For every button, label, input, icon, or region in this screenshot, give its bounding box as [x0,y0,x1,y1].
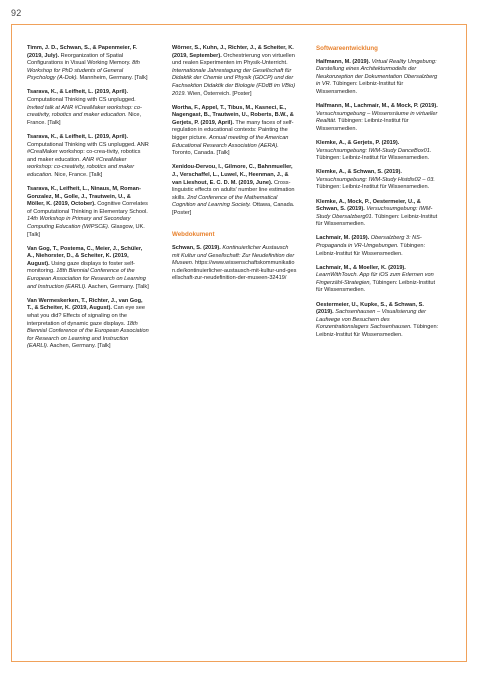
references-column-2 [172,45,297,290]
reference-entry [316,199,443,229]
reference-title: Can eye see what you did? Effects of signaling on the interpretation of dynamic gaze displays. [27,305,145,327]
reference-entry [27,298,149,351]
reference-title: Obersalzberg 3: NS-Propaganda in VR-Umgebungen. [316,235,422,249]
reference-title: Kontinuierlicher Austausch mit Kultur und Gesellschaft: Zur Neudefinition der Museen. [172,245,295,267]
reference-entry [172,105,297,158]
reference-location: Toronto, Canada. [Talk] [172,150,230,157]
reference-venue: 18th Biennial Conference of the European Association for Research on Learning and Instruction (EARLI). [27,268,146,290]
reference-publisher: Tübingen: Leibniz-Institut für Wissensmedien. [316,118,409,132]
reference-entry [316,302,443,340]
reference-authors: Van Wermeskerken, T., Richter, J., van Gog, T., & Scheiter, K. (2019, August). [27,297,143,312]
reference-title: Computational Thinking with CS unplugged. [27,97,136,104]
reference-publisher: Tübingen: Leibniz-Institut für Wissensmedien. [316,242,426,257]
reference-authors: Klemke, A., Mock, P., Oestermeier, U., & Schwan, S. (2019). [316,198,421,213]
reference-publisher: Tübingen: Leibniz-Institut für Wissensmedien. [316,324,439,338]
reference-entry [172,245,297,283]
reference-entry [27,45,149,83]
reference-entry [316,59,443,97]
reference-authors: Oestermeier, U., Kupke, S., & Schwan, S. (2019). [316,301,424,316]
reference-venue: Invited talk at ANR #CreaMaker workshop: co-creativity, robotics and maker education. [27,104,142,119]
reference-entry [316,140,443,163]
reference-location: Glasgow, UK. [Talk] [27,223,145,238]
reference-location: Mannheim, Germany. [Talk] [77,75,148,82]
references-column-1 [27,45,149,357]
reference-venue: ANR #CreaMaker workshop: co-creativity, robotics and maker education. [27,156,135,178]
reference-authors: Lachmair, M. (2019). [316,235,370,242]
reference-venue: Internationale Jahrestagung der Gesellschaft für Didaktik der Chemie und Physik (GDCP) und der Fachsektion Didaktik der Biologie (FDdB im VBio) 2019. [172,67,296,97]
reference-entry [316,265,443,295]
reference-authors: Tsarava, K., & Leifheit, L. (2019, April). [27,133,129,140]
reference-publisher: Tübingen: Leibniz-Institut für Wissensmedien. [316,155,430,162]
reference-venue: 2nd Conference of the Mathematical Cognition and Learning Society. [172,194,278,209]
reference-entry [316,103,443,133]
reference-location: Aachen, Germany. [Talk] [48,343,111,350]
reference-venue: Annual meeting of the American Educational Research Association (AERA). [172,135,289,149]
reference-entry [316,235,443,258]
reference-title: LearnWithTouch. App für iOS zum Erlernen von Fingerzähl-Strategien, [316,272,434,286]
reference-entry [316,169,443,192]
reference-entry [172,164,297,217]
reference-authors: Timm, J. D., Schwan, S., & Papenmeier, F. (2019, July). [27,45,137,59]
reference-location: Ottawa, Canada. [Poster] [172,202,295,216]
reference-authors: Tsarava, K., Leifheit, L., Ninaus, M, Roman-Gonzalez, M., Golle, J., Trautwein, U., & Möller, K. (2019, October). [27,186,141,208]
reference-authors: Schwan, S. (2019). [172,245,221,252]
reference-authors: Halfmann, M. (2019). [316,58,371,65]
reference-location: Wien, Österreich. [Poster] [186,90,252,97]
page-number: 92 [11,8,22,18]
section-heading-softwareentwicklung: Softwareentwicklung [316,45,378,52]
reference-authors: Lachmair, M., & Moeller, K. (2019). [316,264,406,271]
reference-authors: Tsarava, K., & Leifheit, L. (2019, April). [27,89,129,96]
reference-location: Nice, France. [Talk] [27,112,142,126]
reference-location: Nice, France. [Talk] [52,171,103,178]
reference-location: Aachen, Germany. [Talk] [86,283,149,290]
reference-entry [27,186,149,239]
reference-venue: 8th Workshop for PhD students of General Psychology (A-Dok). [27,60,140,82]
reference-publisher: Tübingen: Leibniz-Institut für Wissensmedien. [316,213,438,228]
section-heading-webdokument: Webdokument [172,231,215,239]
reference-venue: 18th Biennial Conference of the European Association for Research on Learning and Instruction (EARLI). [27,320,149,350]
reference-entry [27,89,149,127]
reference-entry [172,45,297,98]
reference-authors: Van Gog, T., Postema, C., Meier, J., Schüler, A., Niehorster, D., & Scheiter, K. (2019, August). [27,245,143,267]
reference-title: Using gaze displays to foster self-monitoring. [27,260,135,275]
reference-entry [27,246,149,292]
reference-title: Versuchsumgebung: IWM-Study Obersalzberg01. [316,206,433,220]
reference-publisher: Tübingen: Leibniz-Institut für Wissensmedien. [316,279,436,294]
reference-publisher: Tübingen: Leibniz-Institut für Wissensmedien. [316,81,404,95]
reference-title: Cross-linguistic effects on adults' number line estimation skills. [172,179,295,201]
reference-entry [27,134,149,180]
reference-authors: Wörner, S., Kuhn, J., Richter, J., & Scheiter, K. (2019, September). [172,45,294,59]
reference-title: Orchestrierung von virtuellen und realen Experimenten im Physik-Unterricht. [172,52,295,67]
reference-publisher: Tübingen: Leibniz-Institut für Wissensmedien. [316,184,430,191]
reference-title: Versuchsumgebung – Wissensräume in virtueller Realität. [316,110,438,125]
reference-authors: Wortha, F., Appel, T., Tibus, M., Kasneci, E., Nagengast, B., Trautwein, U., Roberts, B.W., & Gerjets, P. (2019, April). [172,104,294,126]
reference-title: Cognitive Correlates of Computational Thinking in Elementary School. [27,201,148,215]
reference-title: Sachsenhausen – Visualisierung der Laufwege von Besuchern des Konzentrationslagers Sachsenhausen. [316,309,426,331]
references-column-3 [316,45,443,346]
reference-authors: Halfmann, M., Lachmair, M., & Mock, P. (2019). [316,103,438,110]
reference-title: Versuchsumgebung: IWM-Study Histdis02 – 03. [316,176,435,183]
reference-authors: Klemke, A., & Schwan, S. (2019). [316,169,402,176]
reference-venue: 14th Workshop in Primary and Secondary Computing Education (WIPSCE). [27,216,131,230]
reference-title: Versuchsumgebung: IWM-Study DanceBox01. [316,147,432,154]
reference-authors: Xenidou-Dervou, I., Gilmore, C., Bahnmueller, J., Verschaffel, L., Luwel, K., Heenman, J., & van Lieshout, E. C. D. M. (2019, June). [172,164,293,186]
reference-title: Virtual Reality Umgebung: Darstellung eines Architekturmodells der Neukonzeption der Dokumentation Obersalzberg in VR. [316,58,438,88]
reference-authors: Klemke, A., & Gerjets, P. (2019). [316,139,400,146]
reference-title: Computational Thinking with CS unplugged. ANR #CreaMaker workshop: co-crea-tivity, robotics and maker education. [27,141,149,163]
reference-title: The many faces of self-regulation in educational contexts: Painting the bigger picture. [172,119,294,142]
reference-title: Reorganization of Spatial Configurations in Visual Working Memory. [27,52,133,67]
reference-url: https://www.wissenschaftskommunikation.de/kontinuierlicher-austausch-mit-kultur-und-gesellschaft-zur-neudefinition-der-museen-32419/ [172,260,297,282]
